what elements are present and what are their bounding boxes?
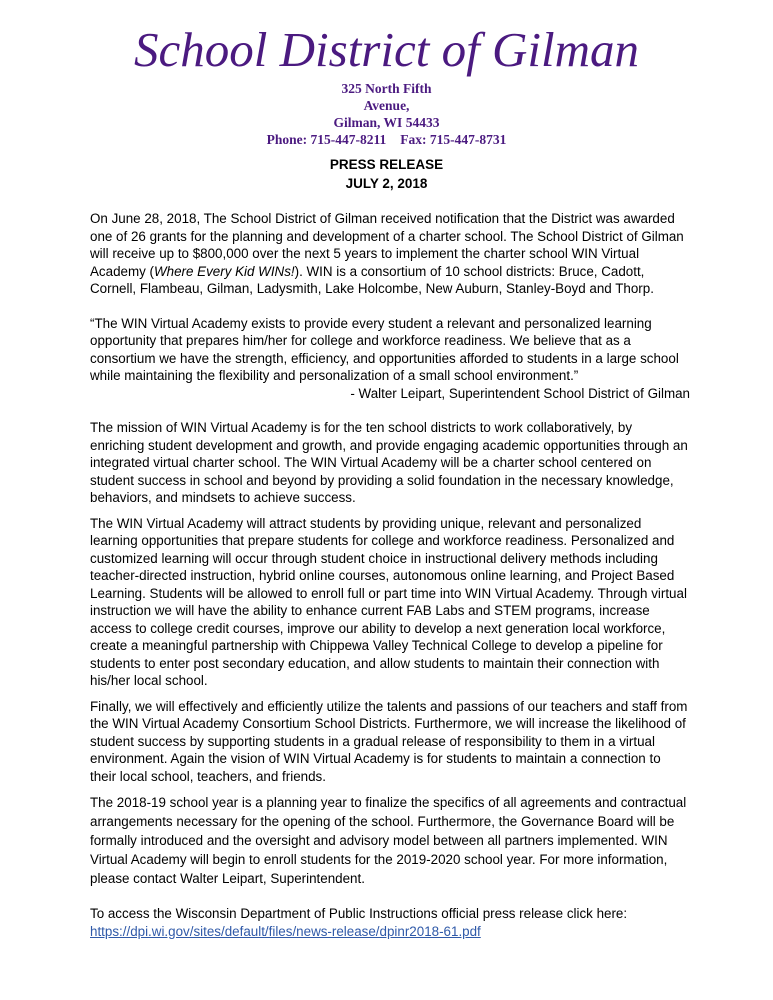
paragraph-learning-opportunities: The WIN Virtual Academy will attract students by providing unique, relevant and personalized learning opportunities that prepare students for college and workforce readiness. Personalized and customized learning will occur through student choice in instructional delivery methods including teacher-directed instruction, hybrid online courses, autonomous online learning, and Project Based Learning. Students will be allowed to enroll full or part time into WIN Virtual Academy. Through virtual instruction we will have the ability to enhance current FAB Labs and STEM programs, increase access to college credit courses, improve our ability to develop a next generation local workforce, create a meaningful partnership with Chippewa Valley Technical College to develop a pipeline for students to enter post secondary education, and allow students to maintain their connection with his/her local school. (90, 515, 687, 688)
release-date: JULY 2, 2018 (345, 176, 428, 191)
address-city: Gilman, WI 54433 (333, 115, 440, 130)
quote-attribution: - Walter Leipart, Superintendent School District of Gilman (350, 385, 690, 401)
release-body (90, 210, 690, 940)
paragraph-dpi-link (90, 905, 690, 940)
superintendent-quote: “The WIN Virtual Academy exists to provide every student a relevant and personalized learning opportunity that prepares him/her for college and workforce readiness. We believe that as a consortium we have the strength, efficiency, and opportunities afforded to students in a large school while maintaining the flexibility and personalization of a small school environment.” (90, 315, 679, 383)
fax-number: Fax: 715-447-8731 (400, 132, 507, 147)
paragraph-staff-and-vision: Finally, we will effectively and efficiently utilize the talents and passions of our teachers and staff from the WIN Virtual Academy Consortium School Districts. Furthermore, we will increase the likelihood of student success by supporting students in a gradual release of responsibility to them in a virtual environment. Again the vision of WIN Virtual Academy is for students to maintain a connection to their local school, teachers, and friends. (90, 698, 688, 784)
contact-line (0, 131, 773, 148)
announcement-text-end: ). WIN is a consortium of 10 school districts: Bruce, Cadott, Cornell, Flambeau, Gilman, Ladysmith, Lake Holcombe, New Auburn, Stanley-Boyd and Thorp. (90, 263, 654, 296)
district-title: School District of Gilman (134, 22, 639, 77)
phone-number: Phone: 715-447-8211 (266, 132, 387, 147)
paragraph-planning-year: The 2018-19 school year is a planning year to finalize the specifics of all agreements and contractual arrangements necessary for the opening of the school. Furthermore, the Governance Board will be formally introduced and the oversight and advisory model between all partners implemented. WIN Virtual Academy will begin to enroll students for the 2019-2020 school year. For more information, please contact Walter Leipart, Superintendent. (90, 795, 687, 886)
dpi-link-intro: To access the Wisconsin Department of Public Instructions official press release click here: (90, 906, 628, 921)
announcement-text-start: On June 28, 2018, The School District of Gilman received notification that the District was awarded one of 26 grants for the planning and development of a charter school. The School District of Gilman will receive up to $800,000 over the next 5 years to implement the charter school WIN Virtual Academy ( (90, 211, 684, 279)
dpi-press-release-link[interactable]: https://dpi.wi.gov/sites/default/files/news-release/dpinr2018-61.pdf (90, 923, 481, 939)
district-address (0, 80, 773, 148)
paragraph-mission: The mission of WIN Virtual Academy is for the ten school districts to work collaboratively, by enriching student development and growth, and provide engaging academic opportunities through an integrated virtual charter school. The WIN Virtual Academy will be a charter school centered on student success in school and beyond by providing a solid foundation in the necessary knowledge, behaviors, and mindsets to achieve success. (90, 420, 688, 505)
release-heading (0, 155, 773, 193)
release-label: PRESS RELEASE (329, 157, 444, 172)
academy-slogan: Where Every Kid WINs! (154, 263, 295, 279)
address-street-suffix: Avenue, (363, 98, 410, 113)
paragraph-announcement (90, 210, 690, 298)
address-street: 325 North Fifth (341, 81, 432, 96)
